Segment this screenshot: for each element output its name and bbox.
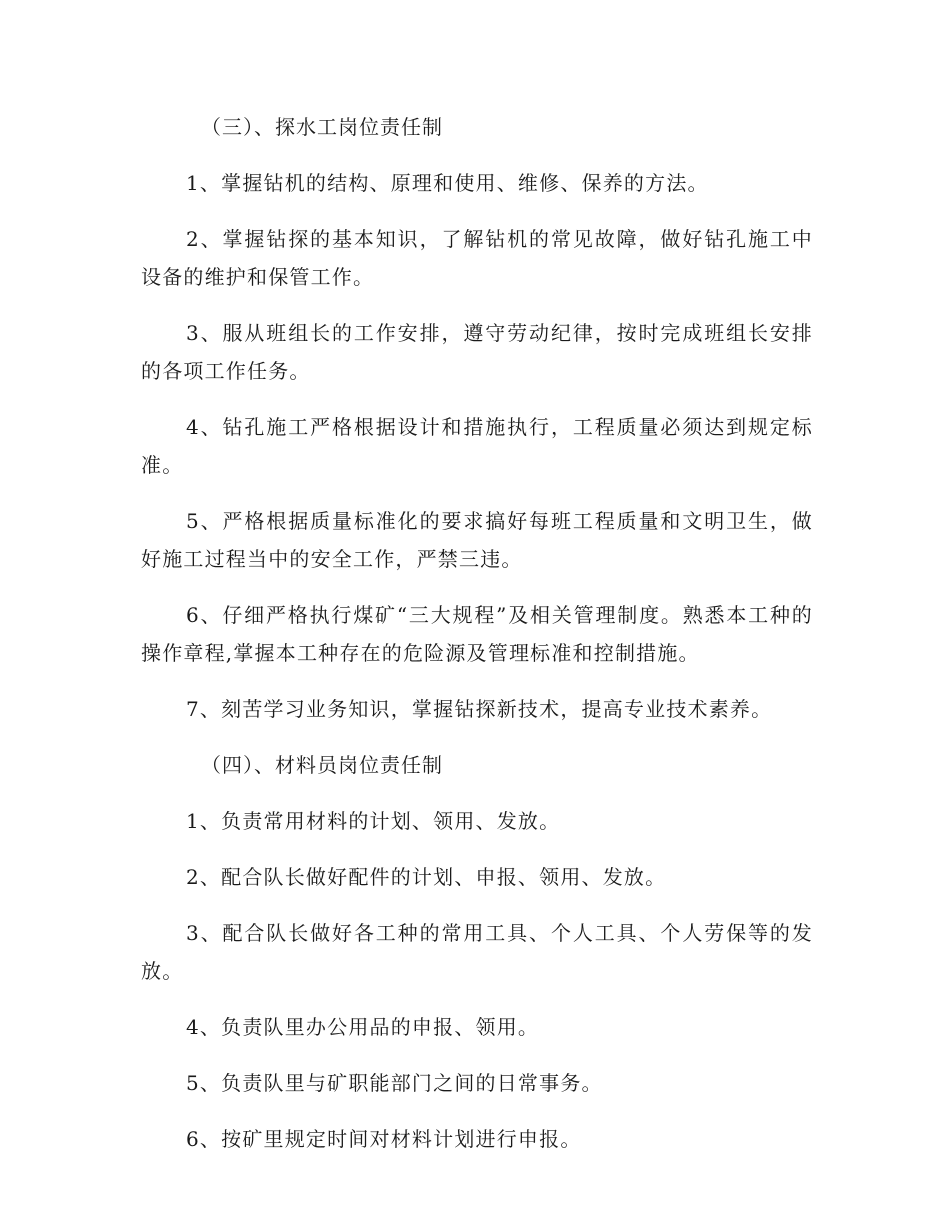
paragraph: 3、配合队长做好各工种的常用工具、个人工具、个人劳保等的发放。	[141, 921, 813, 983]
paragraph: 5、负责队里与矿职能部门之间的日常事务。	[186, 1071, 603, 1095]
document-body	[141, 108, 813, 1158]
paragraph: 4、钻孔施工严格根据设计和措施执行，工程质量必须达到规定标准。	[141, 415, 813, 477]
paragraph: 3、服从班组长的工作安排，遵守劳动纪律，按时完成班组长安排的各项工作任务。	[141, 321, 813, 383]
paragraph: 1、负责常用材料的计划、领用、发放。	[186, 809, 561, 833]
paragraph: 6、仔细严格执行煤矿“三大规程”及相关管理制度。熟悉本工种的操作章程,掌握本工种存在的危险源及管理标准和控制措施。	[141, 603, 813, 665]
paragraph: 7、刻苦学习业务知识，掌握钻探新技术，提高专业技术素养。	[186, 697, 773, 721]
paragraph: 5、严格根据质量标准化的要求搞好每班工程质量和文明卫生，做好施工过程当中的安全工作，严禁三违。	[141, 509, 813, 571]
section-heading: （三）、探水工岗位责任制	[201, 115, 443, 139]
section-heading: （四）、材料员岗位责任制	[201, 753, 443, 777]
paragraph: 6、按矿里规定时间对材料计划进行申报。	[186, 1127, 582, 1151]
paragraph: 2、配合队长做好配件的计划、申报、领用、发放。	[186, 865, 667, 889]
paragraph: 4、负责队里办公用品的申报、领用。	[186, 1015, 540, 1039]
paragraph: 1、掌握钻机的结构、原理和使用、维修、保养的方法。	[186, 171, 709, 195]
paragraph: 2、掌握钻探的基本知识，了解钻机的常见故障，做好钻孔施工中设备的维护和保管工作。	[141, 227, 813, 289]
